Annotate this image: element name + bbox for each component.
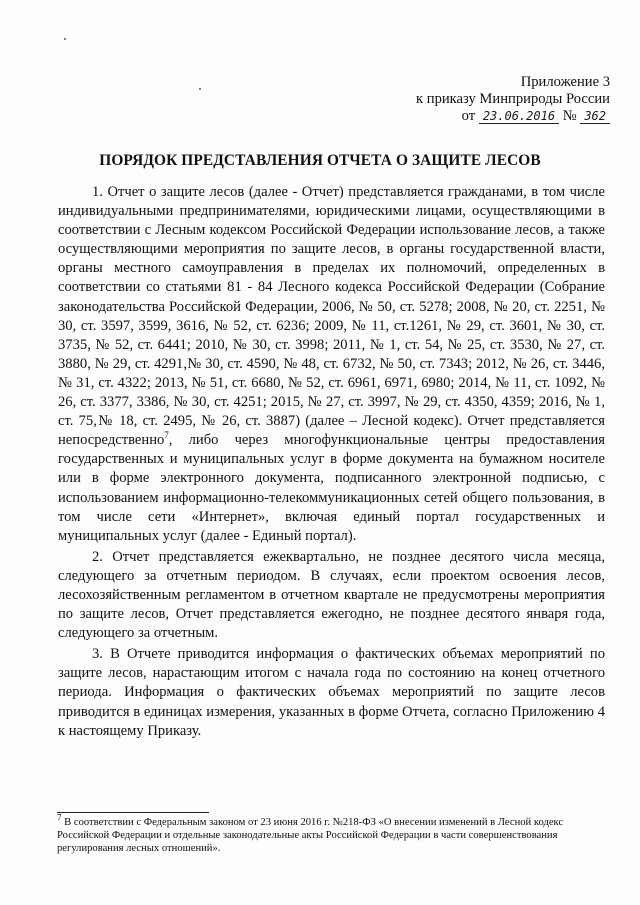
- footnote-separator: [57, 812, 209, 813]
- handwritten-number: 362: [580, 110, 610, 124]
- number-prefix: №: [562, 108, 577, 124]
- footnote-reference: 7: [164, 430, 169, 441]
- paragraph-2: 2. Отчет представляется ежеквартально, не позднее десятого числа месяца, следующего за отчетным периодом. В случаях, если проектом освоения лесов, лесохозяйственным регламентом в отчетном квартале не предусмотрены мероприятия по защите лесов, Отчет представляется ежегодно, не позднее десятого января года, следующего за отчетным.: [58, 548, 605, 642]
- document-body: [58, 183, 605, 743]
- footnote: [57, 812, 607, 855]
- paragraph-3: 3. В Отчете приводится информация о фактических объемах мероприятий по защите лесов, нарастающим итогом с начала года по состоянию на конец отчетного периода. Информация о фактических объемах мероприятий по защите лесов приводится в единицах измерения, указанных в форме Отчета, согласно Приложению 4 к настоящему Приказу.: [58, 646, 605, 739]
- footnote-mark: 7: [57, 812, 62, 823]
- appendix-label: Приложение 3: [520, 74, 610, 90]
- order-date-number: [416, 108, 610, 125]
- scan-speck: [199, 88, 201, 90]
- footnote-text: В соответствии с Федеральным законом от 23 июня 2016 г. №218-ФЗ «О внесении изменений в Лесной кодекс Российской Федерации и отдельные законодательные акты Российской Федерации в части совершенствования регулирования лесных отношений».: [57, 817, 564, 854]
- order-reference: к приказу Минприроды России: [416, 91, 610, 107]
- scan-speck: [64, 38, 66, 40]
- paragraph-1-text-b: , либо через многофункциональные центры предоставления государственных и муниципальных услуг в форме документа на бумажном носителе или в форме электронного документа, подписанного электронной подписью, с использованием информационно-телекоммуникационных сетей общего пользования, в том числе сети «Интернет», включая единый портал государственных и муниципальных услуг (далее - Единый портал).: [58, 432, 605, 544]
- paragraph-1-text-a: 1. Отчет о защите лесов (далее - Отчет) представляется гражданами, в том числе индивидуальными предпринимателями, юридическими лицами, осуществляющими в соответствии с Лесным кодексом Российской Федерации использование лесов, а также осуществляющими мероприятия по защите лесов, в органы государственной власти, органы местного самоуправления в пределах их полномочий, определенных в соответствии со статьями 81 - 84 Лесного кодекса Российской Федерации (Собрание законодательства Российской Федерации, 2006, № 50, ст. 5278; 2008, № 20, ст. 2251, № 30, ст. 3597, 3599, 3616, № 52, ст. 6236; 2009, № 11, ст.1261, № 29, ст. 3601, № 30, ст. 3735, № 52, ст. 6441; 2010, № 30, ст. 3998; 2011, № 1, ст. 54, № 25, ст. 3530, № 27, ст. 3880, № 29, ст. 4291,№ 30, ст. 4590, № 48, ст. 6732, № 50, ст. 7343; 2012, № 26, ст. 3446, № 31, ст. 4322; 2013, № 51, ст. 6680, № 52, ст. 6961, 6971, 6980; 2014, № 11, ст. 1092, № 26, ст. 3377, 3386, № 30, ст. 4251; 2015, № 27, ст. 3997, № 29, ст. 4350, 4359; 2016, № 1, ст. 75,№ 18, ст. 2495, № 26, ст. 3887) (далее – Лесной кодекс). Отчет представляется непосредственно: [58, 184, 605, 449]
- appendix-header: [416, 74, 610, 125]
- handwritten-date: 23.06.2016: [479, 110, 559, 124]
- date-prefix: от: [461, 108, 476, 124]
- document-title: ПОРЯДОК ПРЕДСТАВЛЕНИЯ ОТЧЕТА О ЗАЩИТЕ ЛЕСОВ: [99, 152, 541, 169]
- paragraph-1: [58, 183, 605, 546]
